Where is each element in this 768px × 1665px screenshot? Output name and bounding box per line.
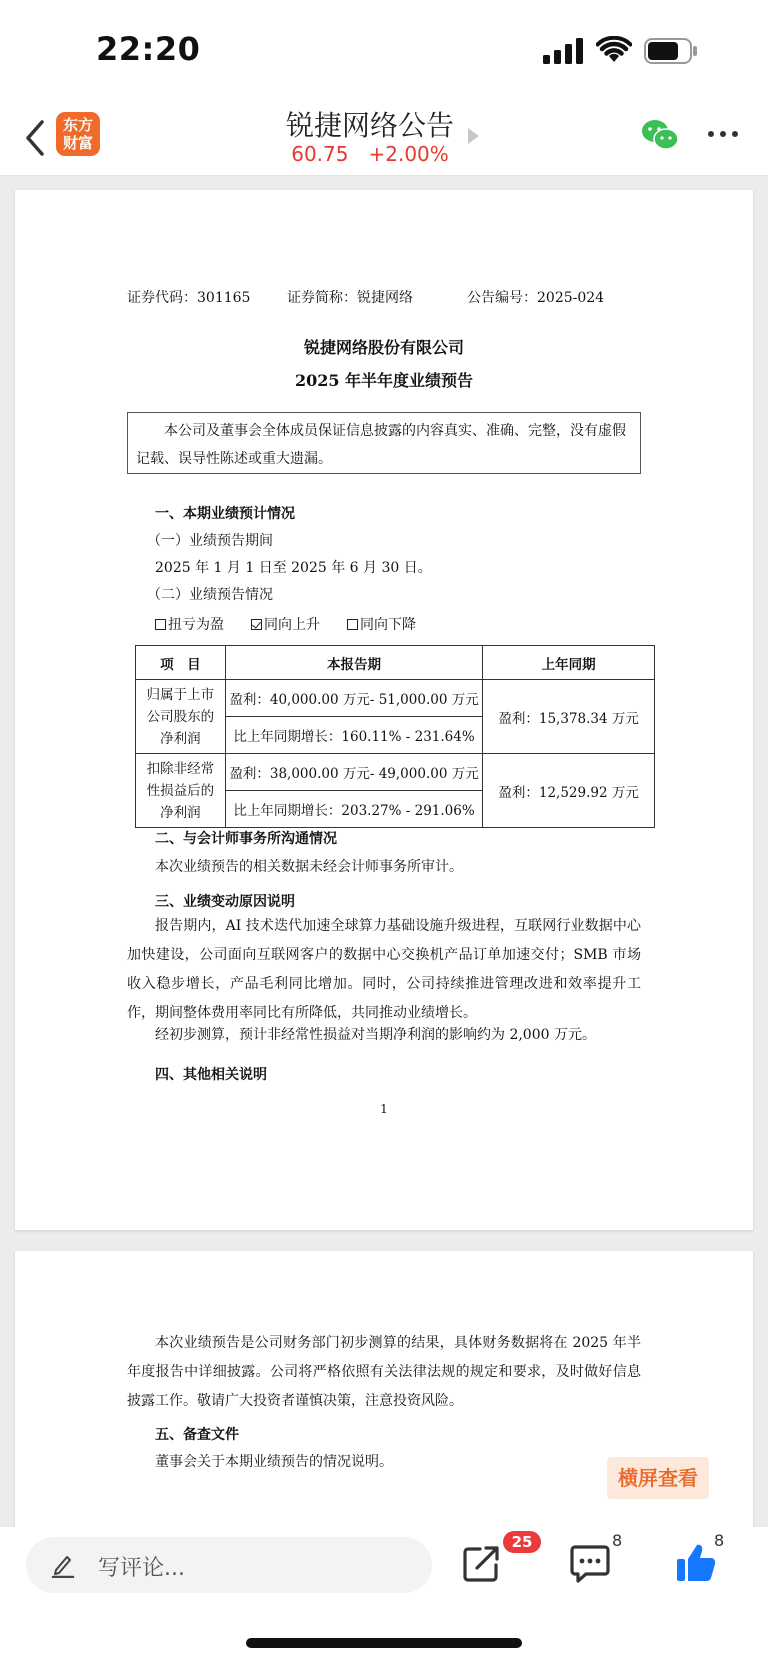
section-3-text: 报告期内，AI 技术迭代加速全球算力基础设施升级进程，互联网行业数据中心加快建设，公司面向互联网客户的数据中心交换机产品订单加速交付；SMB 市场收入稳步增长，产品毛利同比增加。同时，公司持续推进管理改进和效率提升工作，期间整体费用率同比有所降低，共同推动业绩增长。 [127, 918, 641, 1021]
option-label: 同向上升 [264, 617, 320, 633]
back-button[interactable] [22, 118, 50, 158]
section-1-2-heading: （二）业绩预告情况 [147, 587, 273, 603]
play-arrow-icon[interactable] [468, 128, 479, 144]
table-cell: 比上年同期增长：203.27% - 291.06% [225, 791, 482, 828]
option-turnaround [155, 614, 224, 634]
checked-checkbox-icon [251, 619, 262, 630]
table-cell: 盈利：40,000.00 万元- 51,000.00 万元 [225, 680, 482, 717]
security-short-name: 证券简称：锐捷网络 [287, 290, 413, 306]
pen-icon [50, 1552, 76, 1578]
document-page-1 [15, 190, 753, 1230]
checkbox-icon [347, 619, 358, 630]
comment-icon[interactable] [568, 1541, 612, 1585]
cellular-signal-icon [543, 38, 585, 64]
performance-table [135, 645, 655, 828]
stock-price: 60.75 [291, 142, 349, 166]
section-3-heading: 三、业绩变动原因说明 [155, 894, 295, 910]
table-header-row [136, 646, 655, 680]
checkbox-icon [155, 619, 166, 630]
landscape-view-button[interactable]: 横屏查看 [607, 1457, 709, 1499]
forecast-period: 2025 年 1 月 1 日至 2025 年 6 月 30 日。 [155, 560, 432, 576]
table-cell: 比上年同期增长：160.11% - 231.64% [225, 717, 482, 754]
comment-count: 8 [612, 1531, 623, 1550]
table-cell: 盈利：12,529.92 万元 [483, 754, 655, 828]
section-2-text: 本次业绩预告的相关数据未经会计师事务所审计。 [155, 859, 463, 875]
more-options-button[interactable] [706, 122, 740, 146]
table-cell-item: 归属于上市公司股东的净利润 [136, 680, 226, 754]
company-name: 锐捷网络股份有限公司 [303, 338, 464, 357]
share-icon[interactable] [460, 1541, 504, 1585]
section-1-1-heading: （一）业绩预告期间 [147, 533, 273, 549]
document-viewer[interactable] [0, 177, 768, 1527]
section-4-text: 本次业绩预告是公司财务部门初步测算的结果，具体财务数据将在 2025 年半年度报告中详细披露。公司将严格依照有关法律法规的规定和要求，及时做好信息披露工作。敬请广大投资者谨慎决策，注意投资风险。 [127, 1335, 641, 1409]
dot-icon [732, 131, 738, 137]
battery-icon [644, 38, 698, 64]
wifi-icon [596, 36, 632, 64]
option-decrease [347, 614, 416, 634]
table-header: 本报告期 [225, 646, 482, 680]
status-bar [0, 0, 768, 100]
disclaimer-box: 本公司及董事会全体成员保证信息披露的内容真实、准确、完整，没有虚假记载、误导性陈述或重大遗漏。 [127, 412, 641, 474]
home-indicator[interactable] [246, 1638, 522, 1648]
share-count-badge: 25 [503, 1531, 541, 1553]
dot-icon [708, 131, 714, 137]
table-row [136, 680, 655, 717]
app-logo [56, 112, 100, 156]
section-5-text: 董事会关于本期业绩预告的情况说明。 [155, 1454, 393, 1470]
nav-bar [0, 100, 768, 176]
logo-line2: 财富 [62, 134, 93, 152]
wechat-share-icon[interactable] [640, 118, 680, 152]
page-number: 1 [380, 1102, 388, 1116]
table-cell: 盈利：15,378.34 万元 [483, 680, 655, 754]
option-increase [251, 614, 320, 634]
section-5-heading: 五、备查文件 [155, 1427, 239, 1443]
comment-input[interactable] [26, 1537, 432, 1593]
table-header: 项 目 [136, 646, 226, 680]
page-title: 锐捷网络公告 [285, 109, 454, 142]
stock-change: +2.00% [368, 142, 449, 166]
stock-quote[interactable] [270, 142, 470, 166]
section-2-heading: 二、与会计师事务所沟通情况 [155, 831, 337, 847]
table-cell: 盈利：38,000.00 万元- 49,000.00 万元 [225, 754, 482, 791]
table-row [136, 754, 655, 791]
logo-line1: 东方 [62, 116, 93, 134]
security-code: 证券代码：301165 [127, 290, 251, 306]
section-4-heading: 四、其他相关说明 [155, 1067, 267, 1083]
table-cell-item: 扣除非经常性损益后的净利润 [136, 754, 226, 828]
notice-number: 公告编号：2025-024 [467, 290, 605, 306]
section-1-heading: 一、本期业绩预计情况 [155, 506, 295, 522]
option-label: 同向下降 [360, 617, 416, 633]
table-header: 上年同期 [483, 646, 655, 680]
option-label: 扭亏为盈 [168, 617, 224, 633]
document-title: 2025 年半年度业绩预告 [294, 371, 474, 390]
status-time: 22:20 [96, 30, 201, 68]
like-count: 8 [714, 1531, 725, 1550]
thumbs-up-icon[interactable] [674, 1541, 718, 1585]
section-3-text-2: 经初步测算，预计非经常性损益对当期净利润的影响约为 2,000 万元。 [155, 1027, 596, 1043]
comment-placeholder: 写评论... [98, 1556, 185, 1581]
dot-icon [720, 131, 726, 137]
